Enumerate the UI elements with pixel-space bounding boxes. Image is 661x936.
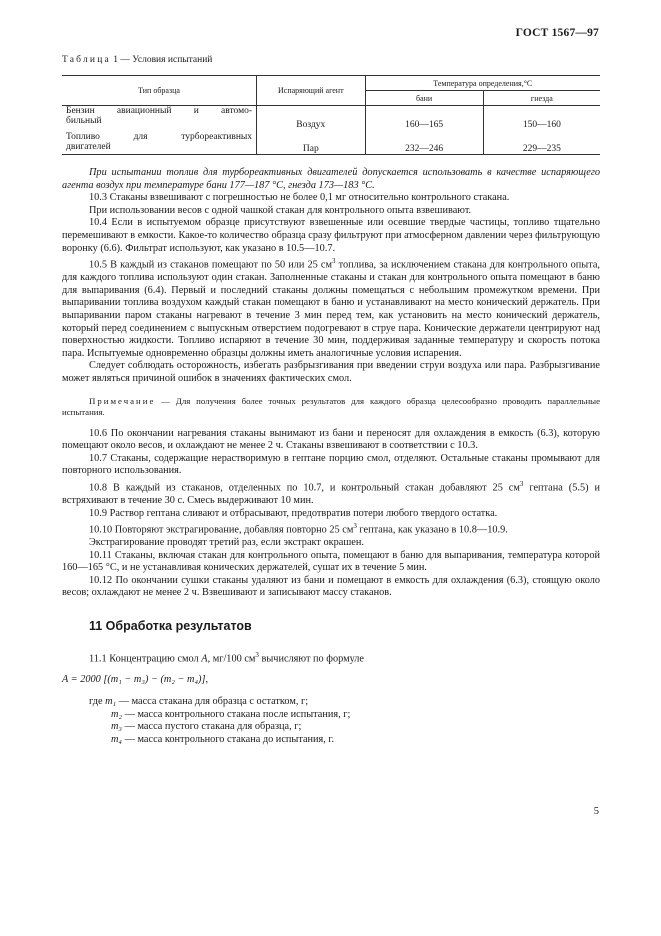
conditions-table <box>62 75 600 155</box>
cell-sample-type: Бензин авиационный и автомо- бильный <box>62 106 257 131</box>
cell-agent: Воздух <box>257 106 365 131</box>
cell-agent: Пар <box>257 130 365 155</box>
cell-bath: 160—165 <box>365 106 483 131</box>
paragraph-10-4: 10.4 Если в испытуемом образце присутствуют взвешенные или осевшие твердые частицы, топливо тщательно перемешивают в емкости. Какое-то количество образца сразу фильтруют при атмосферном давлении через фильтрующую воронку (6.6). Фильтрат используют, как указано в 10.5—10.7. <box>62 217 600 254</box>
formula-expression: A = 2000 [(m₁ − m₃) − (m₂ − m₄)], <box>62 673 209 685</box>
table-caption-title: 1 — Условия испытаний <box>110 55 213 65</box>
header-temperature: Температура определения,°С <box>365 76 600 91</box>
section-title: 11 Обработка результатов <box>89 619 252 634</box>
table-row <box>62 106 600 131</box>
header-sample-type: Тип образца <box>62 76 257 106</box>
header-agent: Испаряющий агент <box>257 76 365 106</box>
cell-nest: 229—235 <box>483 130 600 155</box>
paragraph-10-7: 10.7 Стаканы, содержащие нерастворимую в гептане порцию смол, отделяют. Остальные стаканы промывают для повторного использования. <box>62 452 600 477</box>
note: Примечание — Для получения более точных результатов для каждого образца целесообразно проводить параллельные испытания. <box>62 395 600 417</box>
paragraph-10-5: 10.5 В каждый из стаканов помещают по 50 или 25 $см^3$ топлива, за исключением стакана для контрольного опыта, для каждого топлива используют один стакан. Заполненные стаканы и стакан для контрольного опыта помещают в баню для выпаривания (6.4). Первый и последний стаканы должны помещаться с небольшим промежутком времени. При выпаривании топлива воздухом каждый стакан помещают в баню и устанавливают на место конический держатель. При выпаривании паром стаканы нагревают в течение 3 мин перед тем, как установить на место конический держатель, который перед соединением с выпускным отверстием подогревают в струе пара. Конические держатели центрируют над поверхностью жидкости. Топливо испаряют в течение 30 мин, поддерживая заданные температуру и скорость потока пара. Испытуемые одновременно образцы должны иметь аналогичные условия испарения. <box>62 257 601 359</box>
formula-definitions <box>89 696 600 746</box>
page-number: 5 <box>593 806 599 817</box>
table-row <box>62 130 600 155</box>
paragraph-10-9: 10.9 Раствор гептана сливают и отбрасывают, предотвратив потери любого твердого остатка. <box>89 507 498 519</box>
document-body <box>62 167 600 747</box>
caution-paragraph: Следует соблюдать осторожность, избегать разбрызгивания при введении струи воздуха или пара. Разбрызгивание может являться причиной ошибок в значениях фактических смол. <box>62 360 600 384</box>
paragraph-10-3-cont: При использовании весов с одной чашкой стакан для контрольного опыта взвешивают. <box>89 204 472 216</box>
standard-header: ГОСТ 1567—97 <box>515 27 599 39</box>
paragraph-10-3: 10.3 Стаканы взвешивают с погрешностью не более 0,1 мг относительно контрольного стакана. <box>89 192 510 204</box>
definition-row: m₄ — масса контрольного стакана до испытания, г. <box>111 734 335 746</box>
paragraph-10-10: 10.10 Повторяют экстрагирование, добавляя повторно 25 $см^3$ гептана, как указано в 10.8—10.9. <box>89 522 508 536</box>
header-nest: гнезда <box>483 91 600 106</box>
cell-bath: 232—246 <box>365 130 483 155</box>
italic-note: При испытании топлив для турбореактивных двигателей допускается использовать в качестве испаряющего агента воздух при температуре бани 177—187 °С, гнезда 173—183 °С. <box>62 167 600 191</box>
paragraph-10-8: 10.8 В каждый из стаканов, отделенных по 10.7, и контрольный стакан добавляют 25 $см^3$ гептана (5.5) и встряхивают в течение 30 с. Смесь выдерживают 10 мин. <box>62 479 600 506</box>
cell-sample-type: Топливо для турбореактивных двигателей <box>62 130 257 155</box>
paragraph-10-11: 10.11 Стаканы, включая стакан для контрольного опыта, помещают в баню для выпаривания, температура которой 160—165 °С, и не устанавливая конических держателей, сушат их в течение 5 мин. <box>62 549 600 574</box>
definition-row: m₃ — масса пустого стакана для образца, г; <box>111 721 302 733</box>
paragraph-10-6: 10.6 По окончании нагревания стаканы вынимают из бани и переносят для охлаждения в емкость (6.3), которую помещают около весов, и охлаждают не менее 2 ч. Стаканы взвешивают в соответствии с 10.3. <box>62 427 600 452</box>
cell-nest: 150—160 <box>522 120 561 130</box>
paragraph-10-12: 10.12 По окончании сушки стаканы удаляют из бани и помещают в емкость для охлаждения (6.3), стоящую около весов; охлаждают не менее 2 ч. Взвешивают и записывают массу стаканов. <box>62 574 600 599</box>
table-caption-prefix: Таблица <box>62 55 111 65</box>
paragraph-10-10-cont: Экстрагирование проводят третий раз, если экстракт окрашен. <box>89 537 364 549</box>
formula-intro: 11.1 Концентрацию смол A, мг/100 $см^3$ вычисляют по формуле <box>89 650 365 665</box>
definition-row: m₂ — масса контрольного стакана после испытания, г; <box>111 708 351 720</box>
table-caption <box>62 55 212 65</box>
header-bath: бани <box>365 91 483 106</box>
definition-row: где m₁ — масса стакана для образца с остатком, г; <box>89 696 309 708</box>
